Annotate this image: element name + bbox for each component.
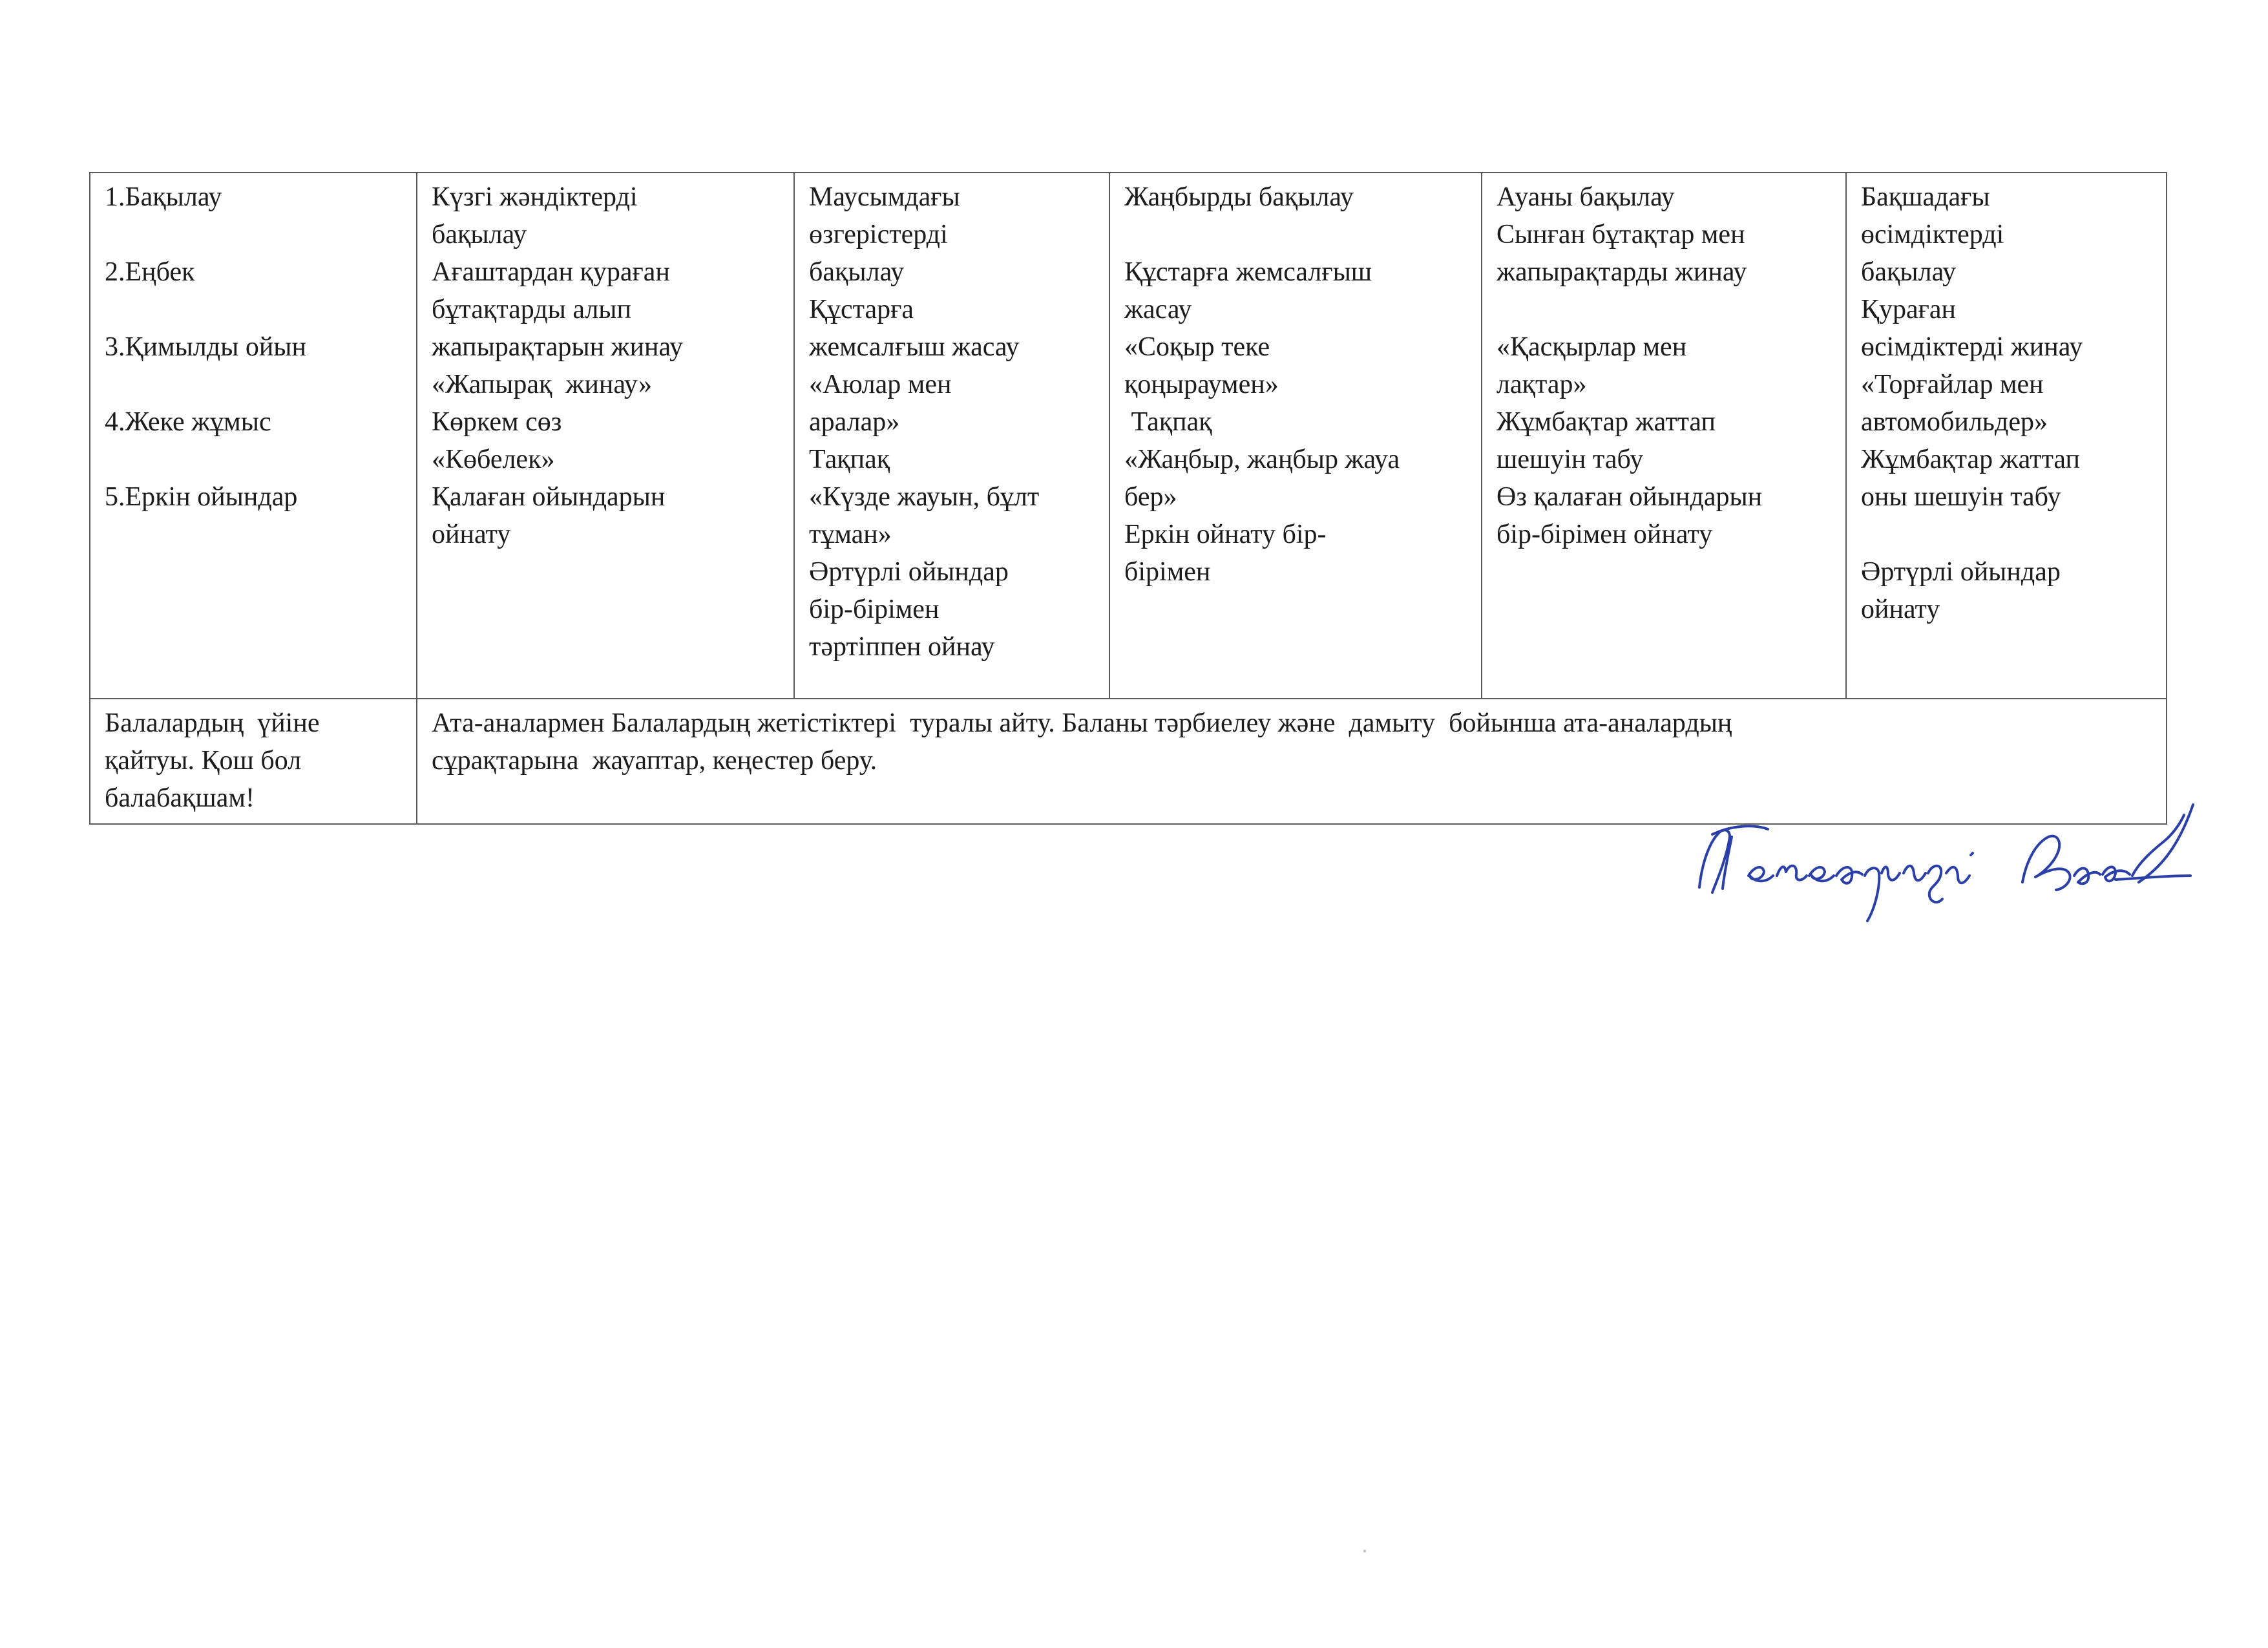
handwritten-signature: [1686, 779, 2203, 927]
activity-free-play: 5.Еркін ойындар: [105, 482, 298, 512]
activity-labor: 2.Еңбек: [105, 257, 195, 287]
activity-movement-game: 3.Қимылды ойын: [105, 332, 307, 362]
departure-label-cell: [90, 699, 417, 824]
day-plan-text: Бақшадағы өсімдіктерді бақылау Қураған өсімдіктерді жинау «Торғайлар мен автомобильдер» Жұмбақтар жаттап оны шешуін табу Әртүрлі ойындар ойнату: [1861, 182, 2083, 624]
day-plan-text: Маусымдағы өзгерістерді бақылау Құстарға жемсалғыш жасау «Аюлар мен аралар» Тақпақ «Күзде жауын, бұлт тұман» Әртүрлі ойындар бір-бірімен тәртіппен ойнау: [809, 182, 1040, 662]
day-plan-text: Ауаны бақылау Сынған бұтақтар мен жапырақтарды жинау «Қасқырлар мен лақтар» Жұмбақтар жаттап шешуін табу Өз қалаған ойындарын бір-бірімен ойнату: [1496, 182, 1763, 549]
document-page: [89, 172, 2166, 825]
activity-observation: 1.Бақылау: [105, 182, 222, 212]
day-plan-cell: [417, 173, 794, 699]
day-plan-cell: [1109, 173, 1482, 699]
day-plan-cell: [794, 173, 1109, 699]
day-plan-cell: [1482, 173, 1846, 699]
day-plan-text: Жаңбырды бақылау Құстарға жемсалғыш жасау «Соқыр теке қоңыраумен» Тақпақ «Жаңбыр, жаңбыр жауа бер» Еркін ойнату бір- бірімен: [1124, 182, 1400, 587]
day-plan-text: Күзгі жәндіктерді бақылау Ағаштардан қураған бұтақтарды алып жапырақтарын жинау «Жапырақ жинау» Көркем сөз «Көбелек» Қалаған ойындарын ойнату: [432, 182, 684, 549]
activity-type-cell: [90, 173, 417, 699]
weekly-activity-table: [89, 172, 2167, 825]
day-plan-cell: [1846, 173, 2167, 699]
departure-label: Балалардың үйіне қайтуы. Қош бол балабақшам!: [105, 708, 320, 813]
scan-speck: [1363, 1550, 1366, 1552]
signature-graphic: [1686, 779, 2203, 927]
table-row: [90, 173, 2167, 699]
activity-individual-work: 4.Жеке жұмыс: [105, 407, 271, 437]
departure-text: Ата-аналармен Балалардың жетістіктері туралы айту. Баланы тәрбиелеу және дамыту бойынша ата-аналардың сұрақтарына жауаптар, кеңестер беру.: [432, 708, 1732, 776]
